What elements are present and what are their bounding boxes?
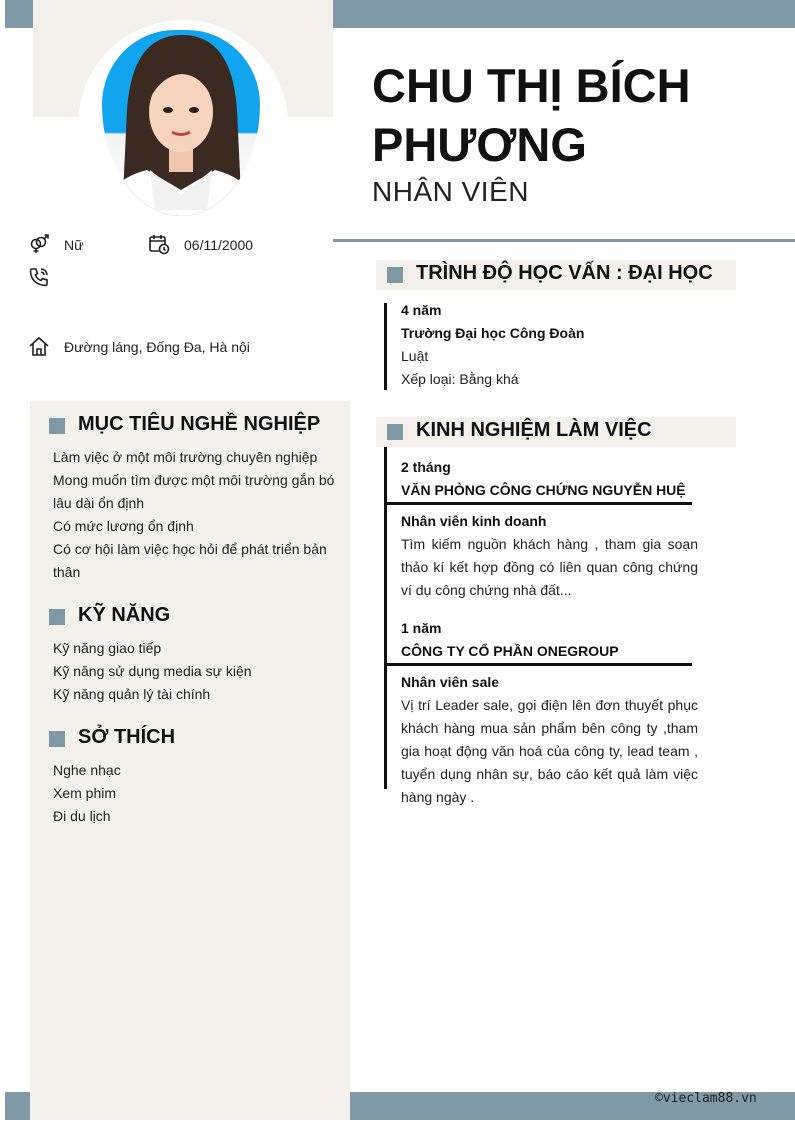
job-description: Vị trí Leader sale, gọi điện lên đơn thuyết phục khách hàng mua sản phẩm bên công ty ,tham gia hoạt động văn hoá của công ty, lead team , tuyển dụng nhân sự, báo cáo kết quả làm việc hàng ngày . <box>401 697 698 805</box>
job-duration: 2 tháng <box>401 459 451 475</box>
job-entry-1-body <box>401 510 698 602</box>
address-value: Đường láng, Đống Đa, Hà nội <box>64 339 250 355</box>
skills-list <box>53 637 343 706</box>
education-timeline <box>384 303 387 390</box>
hobby-item: Xem phim <box>53 785 117 801</box>
objective-line: Mong muốn tìm được một môi trường gắn bó <box>53 472 335 488</box>
objective-line: thân <box>53 564 81 580</box>
education-grade: Xếp loại: Bằng khá <box>401 371 519 387</box>
hobby-item: Đi du lịch <box>53 808 111 824</box>
skills-title: KỸ NĂNG <box>78 604 171 626</box>
job-description: Tìm kiếm nguồn khách hàng , tham gia soạn thảo kí kết hợp đồng có liên quan công chứng ví dụ công chứng nhà đất... <box>401 536 698 598</box>
job-entry-2-body <box>401 671 698 809</box>
candidate-name <box>372 56 772 174</box>
job-divider <box>387 663 692 666</box>
profile-photo <box>102 30 260 216</box>
hobbies-list <box>53 759 343 828</box>
job-duration: 1 năm <box>401 620 442 636</box>
education-block <box>401 299 701 391</box>
experience-timeline <box>384 447 387 789</box>
job-position: Nhân viên sale <box>401 674 500 690</box>
header-divider <box>333 239 795 242</box>
skill-item: Kỹ năng quản lý tài chính <box>53 686 211 702</box>
objective-marker <box>49 418 65 434</box>
education-school: Trường Đại học Công Đoàn <box>401 325 585 341</box>
job-entry-1-header <box>401 456 701 502</box>
education-major: Luật <box>401 348 429 364</box>
education-duration: 4 năm <box>401 302 442 318</box>
job-position: Nhân viên kinh doanh <box>401 513 547 529</box>
hobbies-marker <box>49 731 65 747</box>
hobby-item: Nghe nhạc <box>53 762 121 778</box>
copyright-text: ©vieclam88.vn <box>655 1091 757 1106</box>
hobbies-title: SỞ THÍCH <box>78 726 176 748</box>
education-marker <box>387 267 403 283</box>
job-entry-2-header <box>401 617 701 663</box>
experience-marker <box>387 424 403 440</box>
job-company: CÔNG TY CỔ PHẦN ONEGROUP <box>401 643 619 659</box>
objective-line: Có mức lương ổn định <box>53 518 194 534</box>
objective-line: lâu dài ổn định <box>53 495 145 511</box>
objective-line: Có cơ hội làm việc học hỏi để phát triển bản <box>53 541 327 557</box>
calendar-icon <box>148 233 170 255</box>
education-title: TRÌNH ĐỘ HỌC VẤN : ĐẠI HỌC <box>416 262 713 284</box>
home-icon <box>28 335 50 357</box>
gender-icon <box>28 233 50 255</box>
job-divider <box>387 502 692 505</box>
skills-marker <box>49 609 65 625</box>
job-role: NHÂN VIÊN <box>372 176 529 207</box>
objective-line: Làm việc ở một môi trường chuyên nghiệp <box>53 449 318 465</box>
skill-item: Kỹ năng giao tiếp <box>53 640 162 656</box>
skill-item: Kỹ năng sử dụng media sự kiện <box>53 663 252 679</box>
job-company: VĂN PHÒNG CÔNG CHỨNG NGUYỄN HUỆ <box>401 482 686 498</box>
name-line-1: CHU THỊ BÍCH <box>372 59 691 112</box>
name-line-2: PHƯƠNG <box>372 118 587 171</box>
objective-title: MỤC TIÊU NGHỀ NGHIỆP <box>78 413 321 435</box>
experience-title: KINH NGHIỆM LÀM VIỆC <box>416 419 652 441</box>
birthdate-value: 06/11/2000 <box>184 237 254 253</box>
gender-value: Nữ <box>64 237 84 253</box>
phone-icon <box>28 266 50 288</box>
objective-list <box>53 446 343 584</box>
